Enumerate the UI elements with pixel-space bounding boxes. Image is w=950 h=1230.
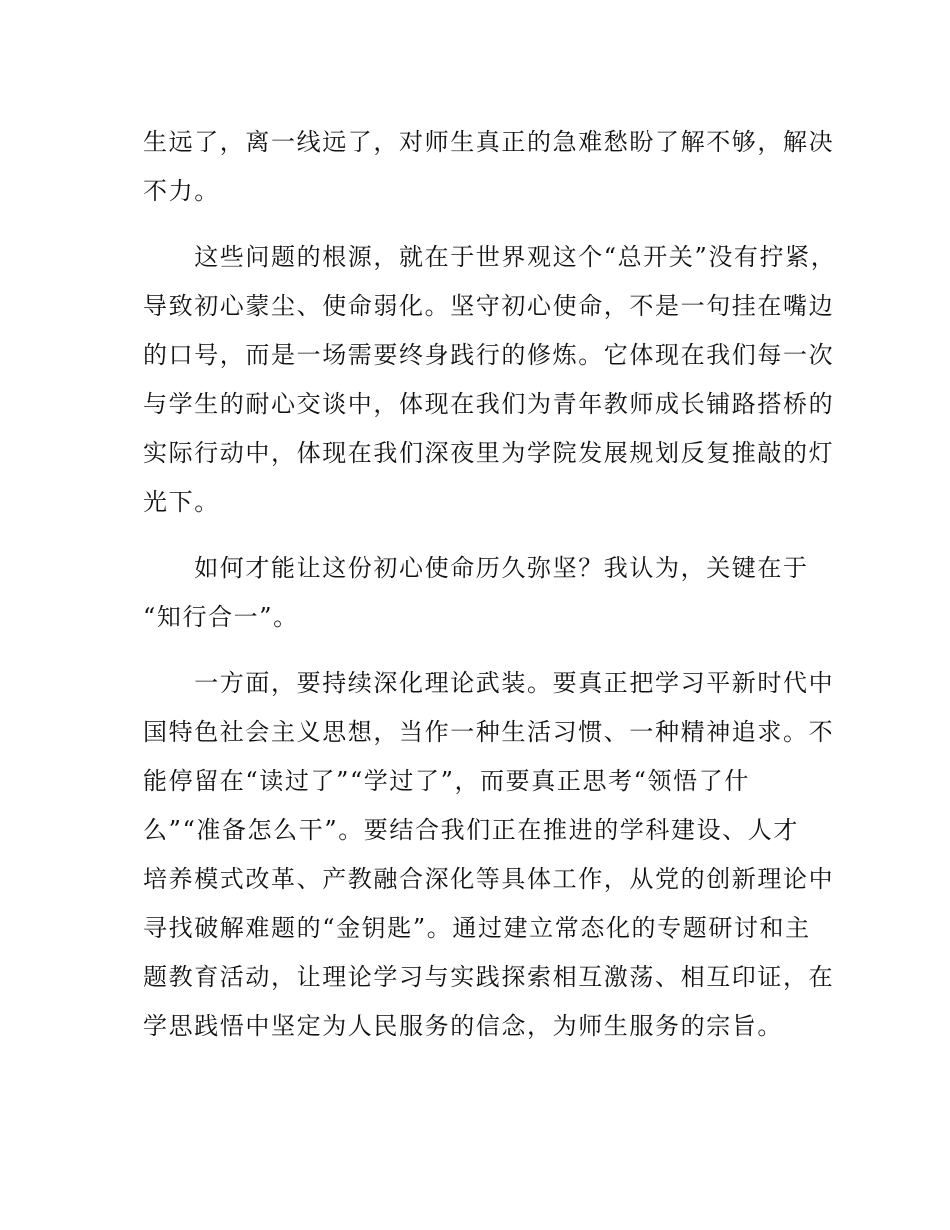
text-line: 一方面，要持续深化理论武装。要真正把学习平新时代中 (143, 669, 835, 697)
text-line: 的口号，而是一场需要终身践行的修炼。它体现在我们每一次 (143, 341, 835, 369)
text-line: 光下。 (143, 488, 220, 516)
paragraph (143, 233, 843, 527)
text-line: 国特色社会主义思想，当作一种生活习惯、一种精神追求。不 (143, 718, 835, 746)
text-line: “知行合一”。 (143, 603, 299, 631)
text-line: 学思践悟中坚定为人民服务的信念，为师生服务的宗旨。 (143, 1012, 783, 1040)
text-line: 如何才能让这份初心使命历久弥坚？我认为，关键在于 (143, 554, 809, 582)
text-line: 培养模式改革、产教融合深化等具体工作，从党的创新理论中 (143, 865, 835, 893)
text-line: 寻找破解难题的“金钥匙”。通过建立常态化的专题研讨和主 (143, 914, 811, 942)
document-page (143, 118, 843, 1068)
paragraph (143, 659, 843, 1051)
text-line: 与学生的耐心交谈中，体现在我们为青年教师成长铺路搭桥的 (143, 390, 835, 418)
text-line: 么”“准备怎么干”。要结合我们正在推进的学科建设、人才 (143, 816, 800, 844)
text-line: 导致初心蒙尘、使命弱化。坚守初心使命，不是一句挂在嘴边 (143, 292, 835, 320)
text-line: 这些问题的根源，就在于世界观这个“总开关”没有拧紧， (143, 243, 837, 271)
text-line: 题教育活动，让理论学习与实践探索相互激荡、相互印证，在 (143, 963, 835, 991)
text-line: 生远了，离一线远了，对师生真正的急难愁盼了解不够，解决 (143, 128, 835, 156)
paragraph (143, 118, 843, 216)
paragraph (143, 544, 843, 642)
text-line: 不力。 (143, 177, 220, 205)
text-line: 实际行动中，体现在我们深夜里为学院发展规划反复推敲的灯 (143, 439, 835, 467)
text-line: 能停留在“读过了”“学过了”，而要真正思考“领悟了什 (143, 767, 750, 795)
